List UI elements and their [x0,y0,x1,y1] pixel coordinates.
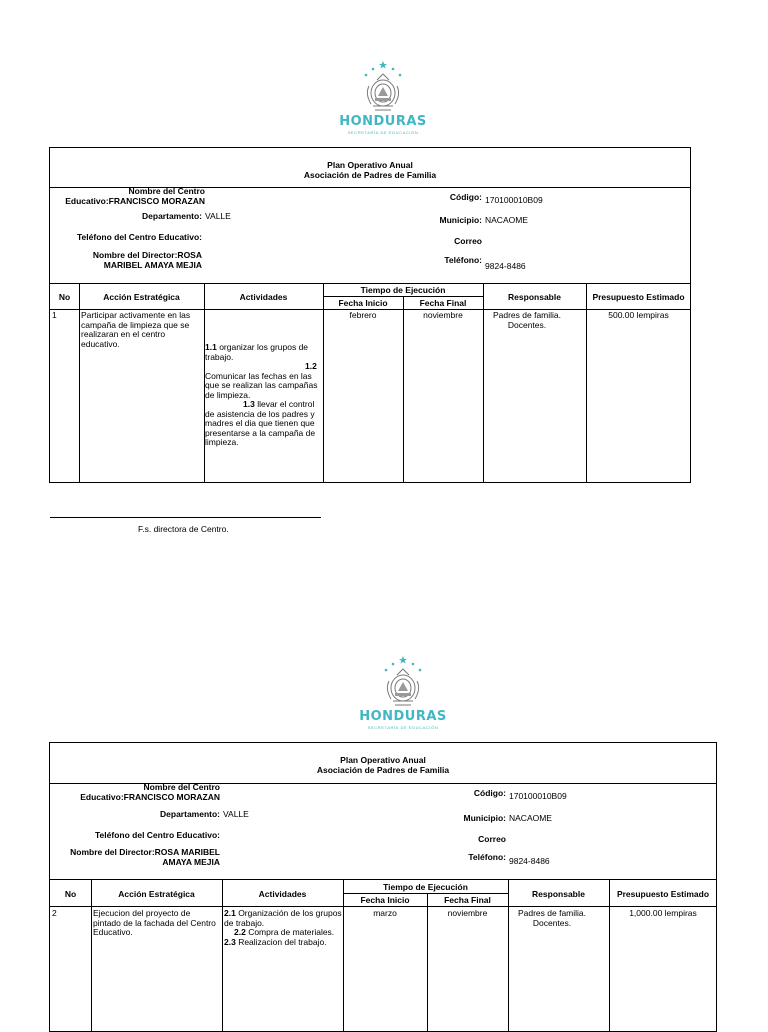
telefono-centro-label: Teléfono del Centro Educativo: [77,232,202,242]
plan-title-line2: Asociación de Padres de Familia [316,765,450,775]
honduras-logo [313,60,453,135]
header-actividades: Actividades [239,292,288,302]
header-fecha-inicio: Fecha Inicio [338,298,388,308]
activity-grid [50,283,690,482]
plan-title [50,743,716,784]
row-accion: Participar activamente en las campaña de limpieza que se realizaran en el centro educativo. [81,310,191,349]
activity-grid [50,879,716,1031]
correo-label: Correo [478,834,506,844]
header-presupuesto: Presupuesto Estimado [592,292,685,302]
header-no: No [58,292,71,302]
logo-subtitle: SECRETARÍA DE EDUCACIÓN [367,725,439,730]
row-fecha-inicio: marzo [373,908,397,918]
header-no: No [64,889,77,899]
signature-line [50,517,321,518]
plan-title-line1: Plan Operativo Anual [340,755,426,765]
director-label: Nombre del Director:ROSA MARIBEL AMAYA MEJIA [70,847,220,867]
municipio-value: NACAOME [509,813,552,823]
codigo-value: 170100010B09 [485,195,543,205]
correo-label: Correo [454,236,482,246]
departamento-label: Departamento: [142,211,202,221]
row-responsable: Padres de familia. Docentes. [492,310,562,330]
coat-of-arms-icon [353,60,413,116]
signature-caption: F.s. directora de Centro. [138,524,229,534]
row-no: 2 [52,908,57,918]
honduras-logo [333,655,473,730]
header-fecha-final: Fecha Final [444,895,491,905]
row-fecha-final: noviembre [447,908,488,918]
logo-wordmark: HONDURAS [339,114,427,129]
plan-table-page-2 [49,742,717,1032]
telefono-value: 9824-8486 [509,856,550,866]
telefono-value: 9824-8486 [485,261,526,271]
plan-table-page-1 [49,147,691,483]
director-label: Nombre del Director:ROSA MARIBEL AMAYA MEJIA [92,250,202,270]
municipio-label: Municipio: [463,813,506,823]
plan-title [50,148,690,188]
row-accion: Ejecucion del proyecto de pintado de la fachada del Centro Educativo. [93,908,216,937]
header-actividades: Actividades [258,889,307,899]
centro-label: Nombre del Centro Educativo:FRANCISCO MORAZAN [80,782,220,802]
codigo-label: Código: [473,788,506,798]
header-tiempo: Tiempo de Ejecución [383,882,468,892]
row-responsable: Padres de familia. Docentes. [517,908,587,928]
header-responsable: Responsable [508,292,561,302]
row-fecha-inicio: febrero [349,310,377,320]
logo-subtitle: SECRETARÍA DE EDUCACIÓN [347,130,419,135]
header-responsable: Responsable [532,889,585,899]
row-actividades: 1.1 organizar los grupos de trabajo. 1.2 Comunicar las fechas en las que se realizan las campañas de limpieza. 1.3 llevar el control de asistencia de los padres y madres el dia que tienen que presentarse a la campaña de limpieza. [205,342,318,447]
header-presupuesto: Presupuesto Estimado [616,889,710,899]
row-presupuesto: 500.00 lempiras [608,310,669,320]
row-presupuesto: 1,000.00 lempiras [629,908,697,918]
telefono-label: Teléfono: [444,255,482,265]
coat-of-arms-icon [373,655,433,711]
row-no: 1 [52,310,57,320]
plan-title-line1: Plan Operativo Anual [327,160,413,170]
departamento-value: VALLE [223,809,249,819]
header-fecha-final: Fecha Final [419,298,467,308]
codigo-value: 170100010B09 [509,791,567,801]
header-tiempo: Tiempo de Ejecución [360,285,446,295]
centro-label: Nombre del Centro Educativo:FRANCISCO MORAZAN [65,186,205,206]
telefono-centro-label: Teléfono del Centro Educativo: [95,830,220,840]
plan-title-line2: Asociación de Padres de Familia [303,170,437,180]
departamento-label: Departamento: [160,809,220,819]
header-accion: Acción Estratégica [118,889,195,899]
header-fecha-inicio: Fecha Inicio [360,895,410,905]
municipio-label: Municipio: [439,215,482,225]
departamento-value: VALLE [205,211,231,221]
row-fecha-final: noviembre [423,310,463,320]
codigo-label: Código: [449,192,482,202]
telefono-label: Teléfono: [468,852,506,862]
header-accion: Acción Estratégica [103,292,180,302]
row-actividades: 2.1 Organización de los grupos de trabajo. 2.2 Compra de materiales. 2.3 Realizacion del trabajo. [224,908,342,947]
municipio-value: NACAOME [485,215,528,225]
logo-wordmark: HONDURAS [359,709,447,724]
